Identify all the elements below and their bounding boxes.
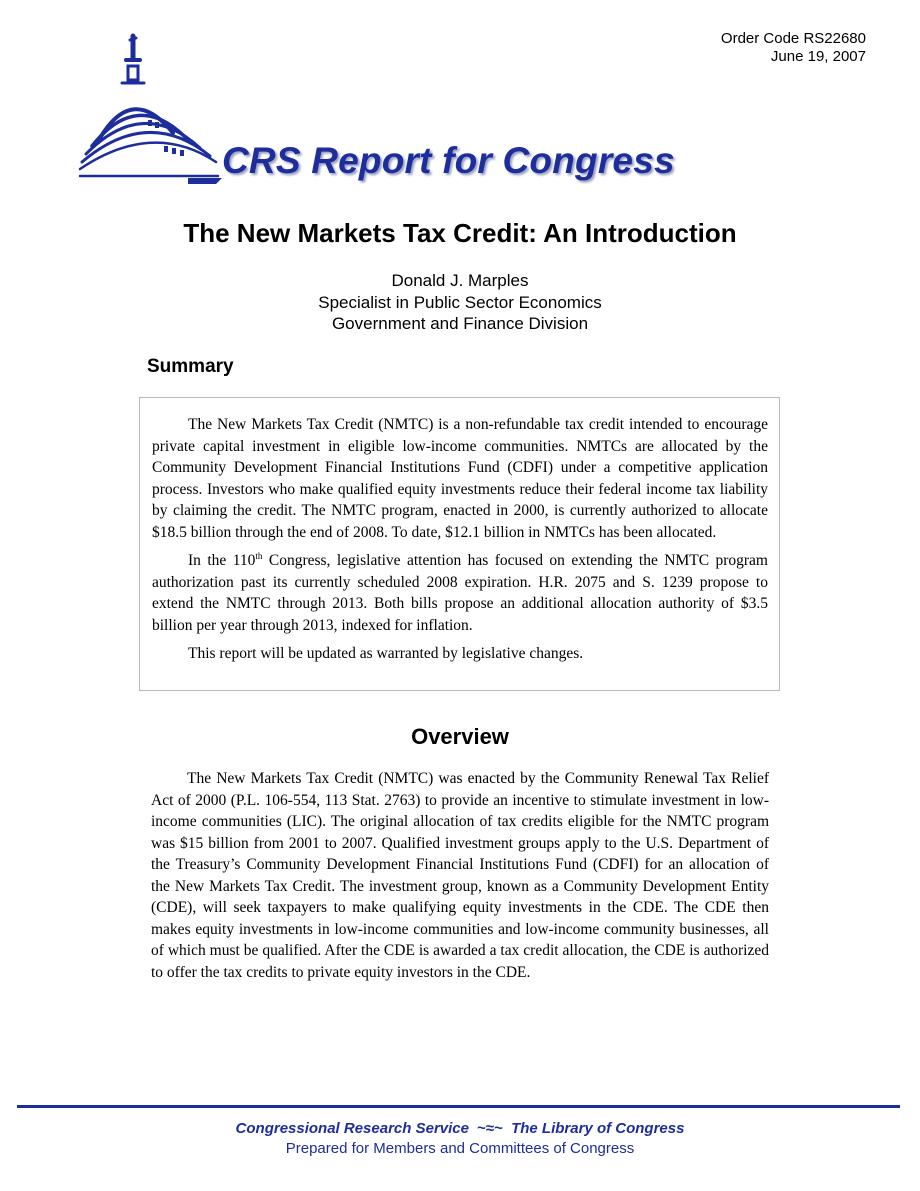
summary-box xyxy=(139,397,780,691)
footer-loc: The Library of Congress xyxy=(511,1120,685,1137)
overview-body xyxy=(151,768,769,990)
author-position: Specialist in Public Sector Economics xyxy=(318,292,602,312)
ordinal-suffix: th xyxy=(255,551,263,561)
summary-p2-rest: Congress, legislative attention has focused on extending the NMTC program authorization past its currently scheduled 2008 expiration. H.R. 2075 and S. 1239 propose to extend the NMTC through 2013. Both bills propose an additional allocation authority of $3.5 billion per year through 2013, indexed for inflation. xyxy=(152,552,768,634)
summary-p2-start: In the 110 xyxy=(188,552,256,569)
summary-paragraph-3: This report will be updated as warranted by legislative changes. xyxy=(188,645,584,662)
report-title: The New Markets Tax Credit: An Introduction xyxy=(183,218,737,248)
summary-paragraph-2 xyxy=(152,550,768,636)
footer-divider xyxy=(17,1105,900,1108)
masthead: CRS Report for Congress xyxy=(222,140,675,181)
author-block xyxy=(0,270,920,335)
summary-paragraph-1: The New Markets Tax Credit (NMTC) is a non-refundable tax credit intended to encourage private capital investment in eligible low-income communities. NMTCs are allocated by the Community Development Financial Institutions Fund (CDFI) under a competitive application process. Investors who make qualified equity investments reduce their federal income tax liability by claiming the credit. The NMTC program, enacted in 2000, is currently authorized to allocate $18.5 billion through the end of 2008. To date, $12.1 billion in NMTCs has been allocated. xyxy=(152,416,768,541)
order-code: Order Code RS22680 xyxy=(720,30,866,47)
order-code-block xyxy=(721,30,866,66)
overview-paragraph-1: The New Markets Tax Credit (NMTC) was enacted by the Community Renewal Tax Relief Act of 2000 (P.L. 106-554, 113 Stat. 2763) to provide an incentive to stimulate investment in low-income communities (LIC). The original allocation of tax credits eligible for the NMTC program was $15 billion from 2001 to 2007. Qualified investment groups apply to the U.S. Department of the Treasury’s Community Development Financial Institutions Fund (CDFI) for an allocation of the New Markets Tax Credit. The investment group, known as a Community Development Entity (CDE), will seek taxpayers to make qualifying equity investments in the CDE. The CDE then makes equity investments in low-income communities and low-income community businesses, all of which must be qualified. After the CDE is awarded a tax credit allocation, the CDE is authorized to offer the tax credits to private equity investors in the CDE. xyxy=(151,770,769,981)
footer-line-1 xyxy=(0,1120,920,1137)
footer-crs: Congressional Research Service xyxy=(235,1120,469,1137)
overview-heading: Overview xyxy=(411,724,509,749)
footer-line-2: Prepared for Members and Committees of Congress xyxy=(285,1140,635,1157)
author-name: Donald J. Marples xyxy=(391,271,529,290)
capitol-dome-icon xyxy=(78,28,228,188)
report-date: June 19, 2007 xyxy=(770,48,866,65)
summary-heading: Summary xyxy=(147,356,234,377)
footer-separator-icon: ~≈~ xyxy=(477,1120,503,1137)
author-division: Government and Finance Division xyxy=(331,314,589,333)
